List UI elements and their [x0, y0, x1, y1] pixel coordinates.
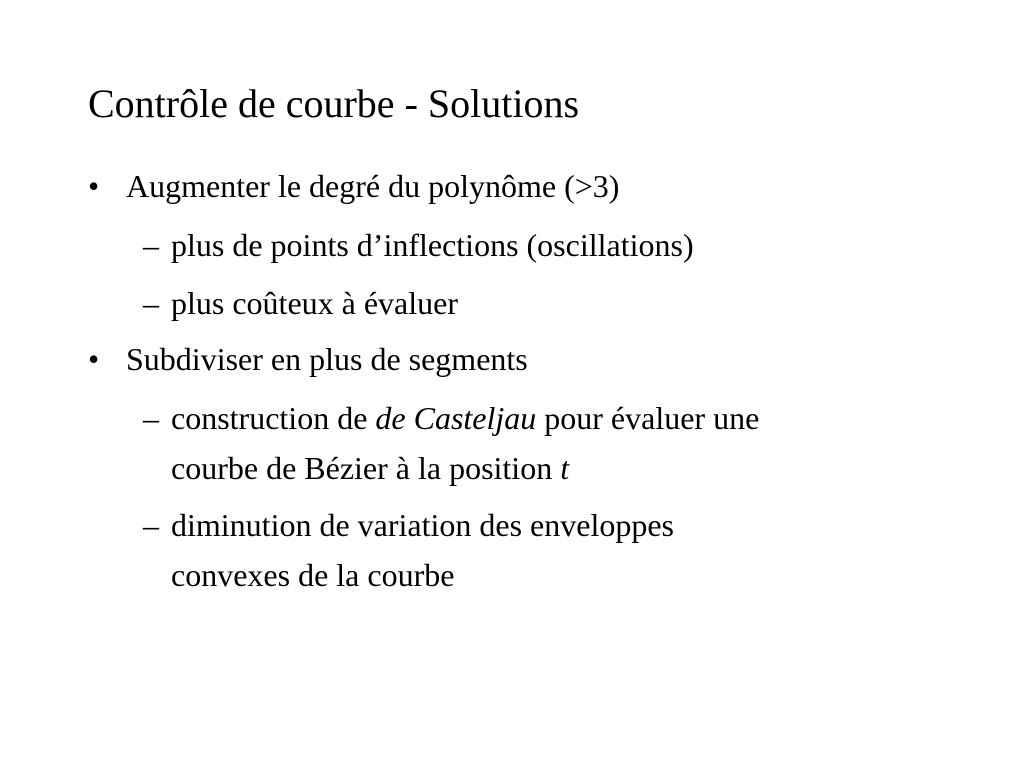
slide-title: Contrôle de courbe - Solutions: [88, 81, 580, 126]
sub-marker: –: [143, 285, 159, 321]
bullet-marker: •: [88, 168, 100, 204]
bullet-text: Subdiviser en plus de segments: [126, 341, 528, 377]
sub-marker: –: [143, 227, 159, 263]
text-run: construction de: [171, 400, 376, 436]
bullet-marker: •: [88, 341, 100, 377]
italic-variable: t: [560, 450, 570, 486]
sub-text-line2: [171, 450, 569, 486]
sub-text: plus de points d’inflections (oscillations): [171, 227, 694, 263]
sub-text: [171, 393, 759, 493]
text-run: pour évaluer une: [536, 400, 760, 436]
sub-text-line1: [171, 400, 759, 436]
sub-marker: –: [143, 507, 159, 543]
sub-text-line1: diminution de variation des enveloppes: [171, 507, 674, 543]
italic-term: de Casteljau: [375, 400, 537, 436]
text-run: courbe de Bézier à la position: [171, 450, 561, 486]
sub-text-line2: convexes de la courbe: [171, 557, 455, 593]
sub-marker: –: [143, 400, 159, 436]
sub-text: [171, 500, 674, 600]
sub-text: plus coûteux à évaluer: [171, 285, 458, 321]
bullet-text: Augmenter le degré du polynôme (>3): [126, 168, 620, 204]
